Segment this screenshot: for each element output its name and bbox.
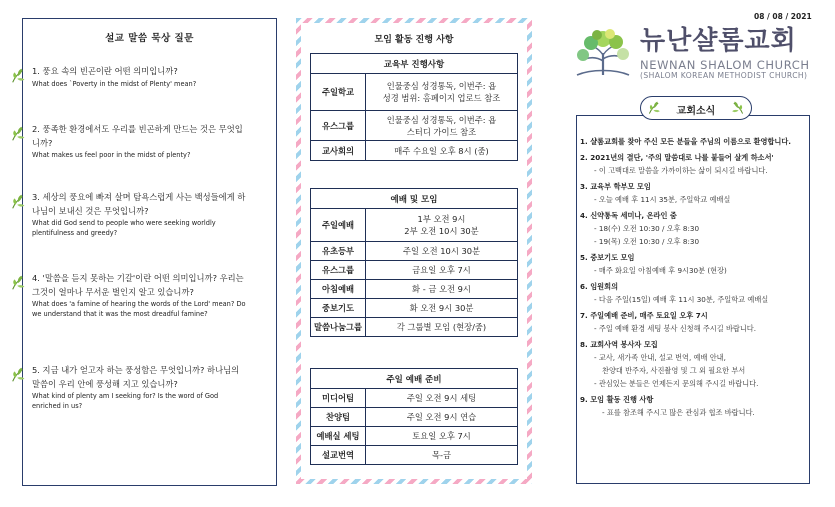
question-1: [10, 65, 248, 89]
news-item: [580, 251, 808, 277]
question-ko: 1. 풍요 속의 빈곤이란 어떤 의미입니까?: [32, 66, 178, 76]
news-detail: - 표를 참조해 주시고 많은 관심과 협조 바랍니다.: [602, 408, 755, 417]
row-value: 인물중심 성경통독, 이번주: 욥 스터디 가이드 참조: [366, 111, 518, 141]
news-item: [580, 151, 808, 177]
church-subtitle: (SHALOM KOREAN METHODIST CHURCH): [640, 71, 808, 80]
row-value: 주일 오전 9시 세팅: [366, 389, 518, 408]
question-5: [10, 364, 248, 411]
church-name-korean: 뉴난샬롬교회: [640, 26, 797, 56]
row-label: 설교번역: [311, 446, 366, 465]
sunday-prep-table: [310, 368, 518, 465]
question-ko: 4. '말씀을 듣지 못하는 기갈'이란 어떤 의미입니까? 우리는 그것이 얼마나 무서운 벌인지 알고 있습니까?: [32, 273, 244, 297]
education-table: [310, 53, 518, 161]
news-title-badge: [640, 96, 752, 120]
row-value: 각 그룹별 모임 (현장/줌): [366, 318, 518, 337]
news-heading: 8. 교회사역 봉사자 모집: [580, 340, 658, 349]
row-label: 찬양팀: [311, 408, 366, 427]
table-header: 주일 예배 준비: [311, 369, 518, 389]
bulletin-date: 08 / 08 / 2021: [754, 12, 812, 21]
question-ko: 2. 풍족한 환경에서도 우리를 빈곤하게 만드는 것은 무엇입니까?: [32, 124, 243, 148]
row-label: 주일예배: [311, 209, 366, 242]
news-detail: - 오늘 예배 후 11시 35분, 주일학교 예배실: [594, 195, 731, 204]
leaf-icon: [10, 274, 28, 292]
row-value: 매주 수요일 오후 8시 (줌): [366, 141, 518, 161]
news-detail: - 18(수) 오전 10:30 / 오후 8:30: [594, 224, 700, 233]
row-label: 예배실 세팅: [311, 427, 366, 446]
news-item: [580, 393, 808, 419]
news-detail: 찬양대 반주자, 사진촬영 및 그 외 필요한 부서: [602, 366, 746, 375]
panel-title: 설교 말씀 묵상 질문: [105, 33, 194, 44]
leaf-icon: [10, 366, 28, 384]
row-label: 유스그룹: [311, 111, 366, 141]
church-tree-logo-icon: [573, 27, 633, 79]
question-3: [10, 191, 248, 238]
row-label: 중보기도: [311, 299, 366, 318]
question-4: [10, 272, 248, 319]
row-value: 주일 오전 10시 30분: [366, 242, 518, 261]
row-label: 주일학교: [311, 74, 366, 111]
panel-title: 모임 활동 진행 사항: [374, 35, 454, 45]
question-en: What does 'a famine of hearing the words of the Lord' mean? Do we understand that it was the most dreadful famine?: [32, 300, 246, 318]
news-heading: 5. 중보기도 모임: [580, 253, 635, 262]
activities-inner: [301, 23, 527, 479]
news-heading: 2. 2021년의 결단, '주의 말씀대로 나를 붙들어 살게 하소서': [580, 153, 774, 162]
row-value: 목-금: [366, 446, 518, 465]
row-label: 말씀나눔그룹: [311, 318, 366, 337]
news-detail: - 다음 주일(15일) 예배 후 11시 30분, 주일학교 예배실: [594, 295, 769, 304]
news-heading: 4. 신약통독 세미나, 온라인 줌: [580, 211, 677, 220]
news-heading: 3. 교육부 학부모 모임: [580, 182, 651, 191]
question-en: What makes us feel poor in the midst of plenty?: [32, 151, 191, 159]
row-value: 화 - 금 오전 9시: [366, 280, 518, 299]
row-value: 인물중심 성경통독, 이번주: 욥 성경 범위: 홈페이지 업로드 참조: [366, 74, 518, 111]
row-label: 미디어팀: [311, 389, 366, 408]
table-header: 교육부 진행사항: [311, 54, 518, 74]
news-detail: - 주일 예배 환경 세팅 봉사 신청해 주시길 바랍니다.: [594, 324, 757, 333]
news-item: [580, 309, 808, 335]
news-item: [580, 280, 808, 306]
leaf-icon: [10, 125, 28, 143]
news-heading: 9. 모임 활동 진행 사항: [580, 395, 654, 404]
question-ko: 5. 지금 내가 얻고자 하는 풍성함은 무엇입니까? 하나님의 말씀이 우리 안에 풍성해 지고 있습니까?: [32, 365, 240, 389]
row-label: 아침예배: [311, 280, 366, 299]
church-name-english: NEWNAN SHALOM CHURCH: [640, 58, 810, 72]
news-heading: 1. 샬롬교회를 찾아 주신 모든 분들을 주님의 이름으로 환영합니다.: [580, 137, 792, 146]
news-item: [580, 338, 808, 390]
news-detail: - 매주 화요일 아침예배 후 9시30분 (현장): [594, 266, 727, 275]
news-item: [580, 135, 808, 148]
row-value: 금요일 오후 7시: [366, 261, 518, 280]
row-value: 화 오전 9시 30분: [366, 299, 518, 318]
activities-panel: [296, 18, 532, 484]
worship-table: [310, 188, 518, 337]
news-detail: - 교사, 새가족 안내, 설교 번역, 예배 안내,: [594, 353, 726, 362]
news-heading: 7. 주일예배 준비, 매주 토요일 오후 7시: [580, 311, 708, 320]
table-header: 예배 및 모임: [311, 189, 518, 209]
row-label: 유스그룹: [311, 261, 366, 280]
question-ko: 3. 세상의 풍요에 빠져 살며 탐욕스럽게 사는 백성들에게 하나님이 보내신 것은 무엇입니까?: [32, 192, 246, 216]
news-item: [580, 209, 808, 248]
row-value: 토요일 오후 7시: [366, 427, 518, 446]
news-detail: - 19(목) 오전 10:30 / 오후 8:30: [594, 237, 700, 246]
leaf-icon: [10, 67, 28, 85]
news-detail: - 이 고백대로 말씀을 가까이하는 삶이 되시길 바랍니다.: [594, 166, 768, 175]
news-heading: 6. 임원회의: [580, 282, 619, 291]
question-en: What does `Poverty in the midst of Plenty' mean?: [32, 79, 197, 88]
news-title: 교회소식: [676, 106, 716, 117]
news-item: [580, 180, 808, 206]
question-2: [10, 123, 248, 161]
row-value: 1부 오전 9시 2부 오전 10시 30분: [366, 209, 518, 242]
row-label: 교사회의: [311, 141, 366, 161]
leaf-icon: [10, 193, 28, 211]
news-detail: - 관심있는 분들은 언제든지 문의해 주시길 바랍니다.: [594, 379, 759, 388]
news-list: [580, 135, 808, 419]
row-value: 주일 오전 9시 연습: [366, 408, 518, 427]
row-label: 유초등부: [311, 242, 366, 261]
question-en: What kind of plenty am I seeking for? Is the word of God enriched in us?: [32, 392, 219, 410]
leaf-icon: [729, 100, 745, 116]
question-en: What did God send to people who were seeking worldly plentifulness and greedy?: [32, 219, 216, 237]
